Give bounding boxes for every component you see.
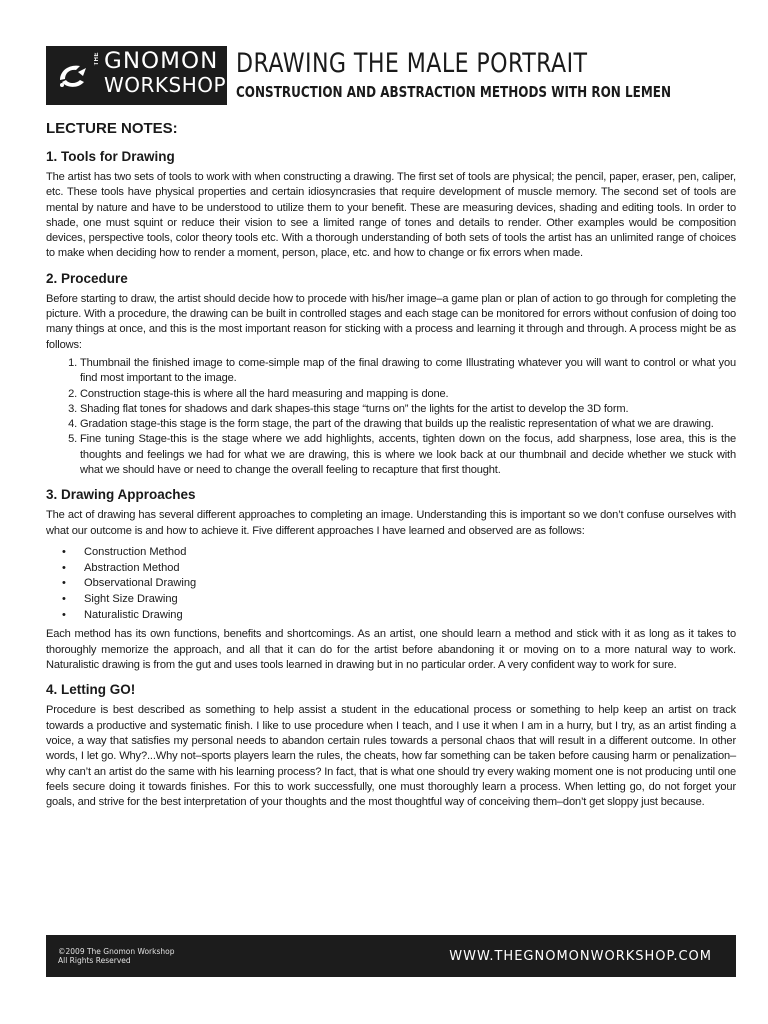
- copyright-line: ©2009 The Gnomon Workshop: [58, 947, 175, 956]
- list-item: • Sight Size Drawing: [84, 592, 736, 608]
- lecture-content: [46, 118, 736, 818]
- list-item: 4. Gradation stage-this stage is the form stage, the part of the drawing that builds up the realistic representation of what we are drawing.: [80, 417, 736, 432]
- list-item: 5. Fine tuning Stage-this is the stage where we add highlights, accents, tighten down on the focus, add sharpness, lose area, this is the thoughts and feelings we had for what we are drawing, this is where we look back at our thumbnail and decide whether we stuck with what we should have or need to change the overall feeling to recapture that first thought.: [80, 432, 736, 478]
- section-heading: 4. Letting GO!: [46, 682, 136, 698]
- list-item: • Abstraction Method: [84, 561, 736, 577]
- section-closing-paragraph: Each method has its own functions, benefits and shortcomings. As an artist, one should learn a method and stick with it as long as it takes to thoroughly memorize the approach, and all that it can do for the artist before abandoning it or moving on to a more natural way to work. Naturalistic drawing is from the gut and uses tools learned in drawing but in no particular order. A very confident way to work for sure.: [46, 628, 736, 672]
- logo-the: THE: [94, 52, 100, 66]
- document-subtitle: CONSTRUCTION AND ABSTRACTION METHODS WITH RON LEMEN: [236, 83, 672, 101]
- rights-line: All Rights Reserved: [58, 956, 131, 965]
- approaches-bullet-list: [46, 545, 736, 624]
- section-heading: 1. Tools for Drawing: [46, 149, 175, 164]
- section-paragraph: Procedure is best described as something to help assist a student in the educational process or something to help keep an artist on track towards a productive and systematic finish. I like to use procedure when I teach, and I use it when I am in a hurry, but I try, as an artist finding a voice, a way that satisfies my personal needs to abandon certain rules towards a personal chaos that will result in a different outcome. In other words, I let go. Why?...Why not–sports players learn the rules, the cheats, how far something can be taken before causing harm or penalization–why can’t an artist do the same with his learning process? In fact, that is what one should try every waking moment one is not producing until one feels secure doing it towards finishes. For this to work successfully, one must thoroughly learn a process. When letting go, do not forget your goals, and strive for the best interpretation of your thoughts and the most thoughtful way of conceiving them–don’t get sloppy just because.: [46, 704, 736, 809]
- footer-copyright: [58, 947, 175, 965]
- section-paragraph: Before starting to draw, the artist should decide how to procede with his/her image–a game plan or plan of action to go through for completing the picture. With a procedure, the drawing can be built in controlled stages and each stage can be monitored for errors without confusion of doing too many things at once, and this is the most important reason for sticking with a process and learning it through and through. A process might be as follows:: [46, 292, 736, 351]
- list-item: • Naturalistic Drawing: [84, 608, 736, 624]
- section-procedure: [46, 270, 736, 479]
- footer-bar: [46, 935, 736, 977]
- section-paragraph: The artist has two sets of tools to work with when constructing a drawing. The first set of tools are physical; the pencil, paper, eraser, pen, caliper, etc. These tools have physical properties and certain idiosyncrasies that require development of muscle memory. The second set of tools are mental by nature and have to be understood to utilize them to your benefit. These are measuring devices, shading and editing tools. In order to shade, one must squint or reduce their vision to see a limited range of tones and details to render. Other examples would be composition devices, perspective tools, color theory tools etc. With a thorough understanding of both sets of tools the artist has an unlimited range of choices to make when deciding how to render a moment, person, place, etc. and how to change or fix errors when made.: [46, 171, 736, 260]
- logo-workshop: WORKSHOP: [104, 73, 227, 97]
- section-heading: 3. Drawing Approaches: [46, 487, 196, 503]
- procedure-steps-list: [46, 356, 736, 478]
- list-item: 3. Shading flat tones for shadows and dark shapes-this stage “turns on” the lights for the artist to develop the 3D form.: [80, 402, 736, 417]
- gnomon-logo: [46, 46, 227, 105]
- list-item: 1. Thumbnail the finished image to come-simple map of the final drawing to come Illustrating whatever you will want to control or what you find most important to the image.: [80, 356, 736, 387]
- section-tools: [46, 148, 736, 262]
- list-item: 2. Construction stage-this is where all the hard measuring and mapping is done.: [80, 387, 736, 402]
- logo-gnomon: GNOMON: [104, 49, 219, 74]
- gnomon-emblem-icon: [56, 58, 90, 92]
- section-paragraph: The act of drawing has several different approaches to completing an image. Understanding this is important so we don’t confuse ourselves with what our outcome is and how to achieve it. Five different approaches I have learned and observed are as follows:: [46, 509, 736, 537]
- document-title: DRAWING THE MALE PORTRAIT: [236, 48, 588, 79]
- section-letting-go: [46, 681, 736, 810]
- section-approaches: [46, 486, 736, 673]
- lecture-notes-heading: LECTURE NOTES:: [46, 120, 178, 137]
- list-item: • Observational Drawing: [84, 576, 736, 592]
- section-heading: 2. Procedure: [46, 270, 128, 286]
- footer-website-link[interactable]: WWW.THEGNOMONWORKSHOP.COM: [449, 949, 712, 964]
- list-item: • Construction Method: [84, 545, 736, 561]
